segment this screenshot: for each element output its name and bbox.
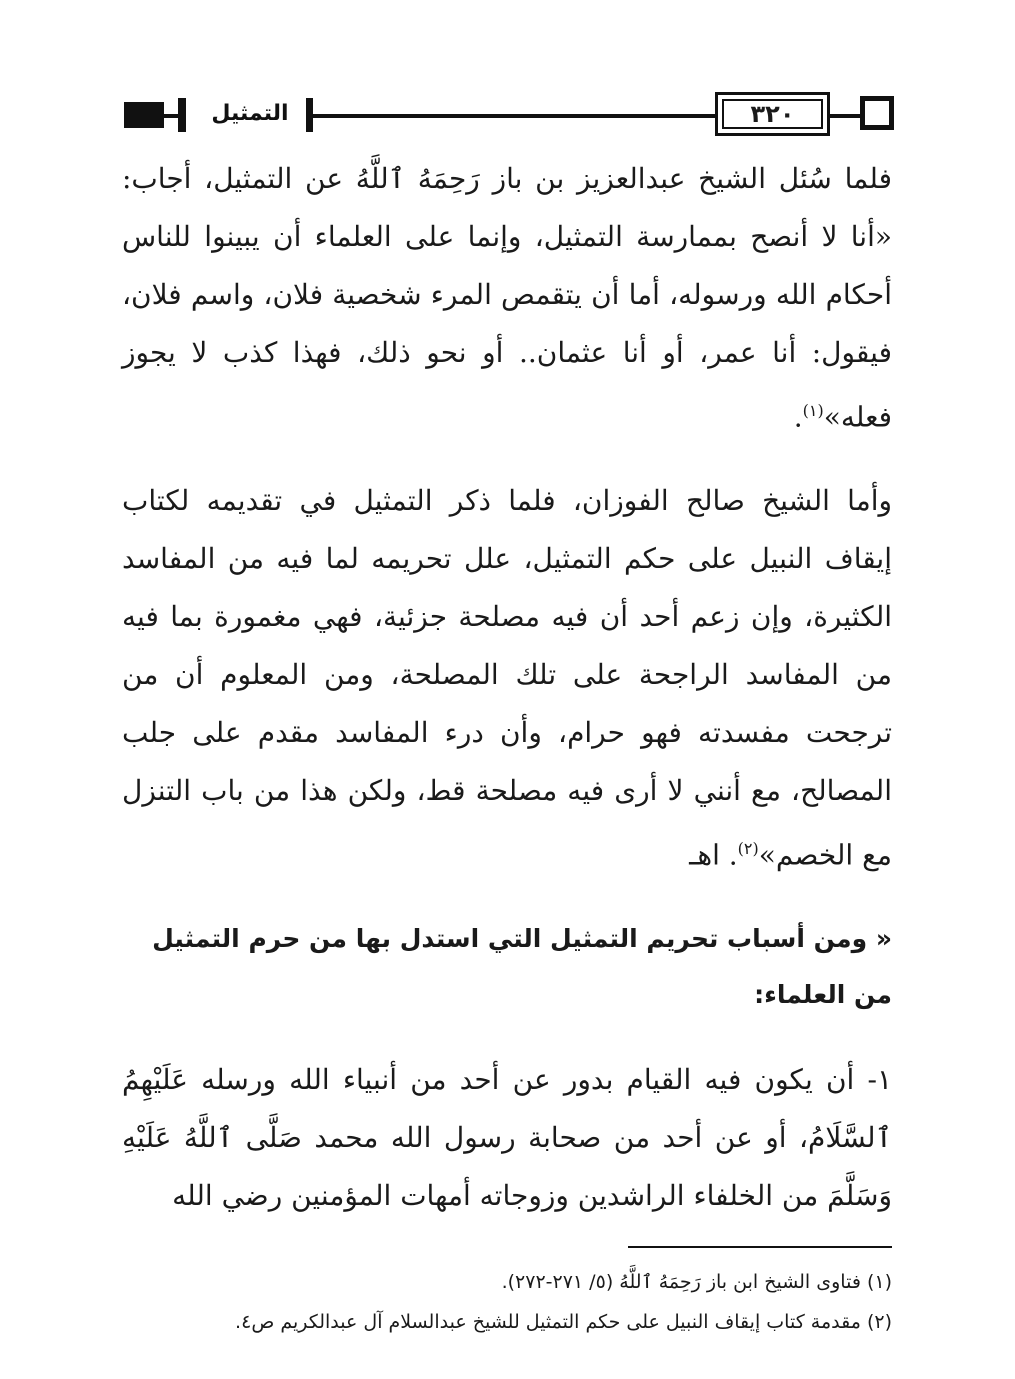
header-ornament-square [860,96,894,130]
header-rule-left [164,114,178,118]
page-number-frame [715,92,830,136]
footnote-ref: (٢) [737,839,759,859]
footnotes [122,1262,892,1342]
footnote-separator [628,1246,892,1248]
footnote: (٢) مقدمة كتاب إيقاف النبيل على حكم التمثيل للشيخ عبدالسلام آل عبدالكريم ص٤. [235,1311,892,1333]
section-heading: « ومن أسباب تحريم التمثيل التي استدل بها من حرم التمثيل من العلماء: [152,923,892,1009]
header-rule-middle [313,114,715,118]
chapter-title: التمثيل [211,101,289,126]
header-ornament-bar [178,98,186,132]
header-rule-right [830,114,860,118]
header-ornament-square [124,102,164,128]
footnote: (١) فتاوى الشيخ ابن باز رَحِمَهُ ٱللَّهُ (٥/ ٢٧١-٢٧٢). [501,1271,892,1293]
header-ornament-bar [306,98,313,132]
paragraph: ١- أن يكون فيه القيام بدور عن أحد من أنبياء الله ورسله عَلَيْهِمُ ٱلسَّلَامُ، أو عن أحد من صحابة رسول الله محمد صَلَّى ٱللَّهُ عَلَيْهِ وَسَلَّمَ من الخلفاء الراشدين وزوجاته أمهات المؤمنين رضي الله [122,1062,892,1212]
page-header [120,88,895,144]
page-body [122,150,892,1225]
paragraph-text: وأما الشيخ صالح الفوزان، فلما ذكر التمثيل في تقديمه لكتاب إيقاف النبيل على حكم التمثيل، علل تحريمه لما فيه من المفاسد الكثيرة، وإن زعم أحد أن فيه مصلحة جزئية، فهي مغمورة بما فيه من المفاسد الراجحة على تلك المصلحة، ومن المعلوم أن من ترجحت مفسدته فهو حرام، وأن درء المفاسد مقدم على جلب المصالح، مع أنني لا أرى فيه مصلحة قط، ولكن هذا من باب التنزل مع الخصم» [122,484,892,872]
paragraph-text: فلما سُئل الشيخ عبدالعزيز بن باز رَحِمَهُ ٱللَّهُ عن التمثيل، أجاب: «أنا لا أنصح بممارسة التمثيل، وإنما على العلماء أن يبينوا للناس أحكام الله ورسوله، أما أن يتقمص المرء شخصية فلان، واسم فلان، فيقول: أنا عمر، أو أنا عثمان.. أو نحو ذلك، فهذا كذب لا يجوز فعله» [122,162,892,434]
paragraph-end: . اهـ [689,838,738,872]
paragraph [122,472,892,884]
page-number: ٣٢٠ [750,100,795,128]
footnote-ref: (١) [802,401,824,420]
paragraph [122,150,892,446]
paragraph-end: . [793,400,803,434]
